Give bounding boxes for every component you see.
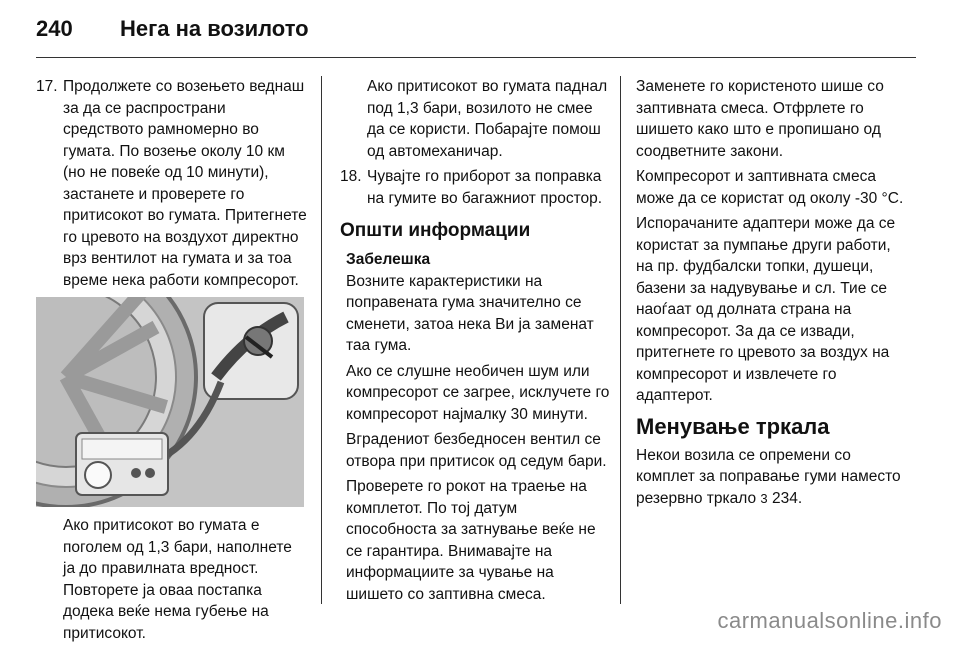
section-heading-general-info: Општи информации [340, 220, 531, 241]
note-block [340, 249, 610, 605]
tire-compressor-illustration [36, 297, 304, 507]
figure-caption: Ако притисокот во гумата е поголем од 1,3 бари, наполнете ја до правилната вредност. Повторете ја оваа постапка додека веќе нема губење на притисокот. [63, 517, 292, 642]
step-text: Чувајте го приборот за поправка на гумите во багажниот простор. [367, 168, 603, 207]
page-reference-icon: 3 [760, 490, 768, 506]
column-divider-1 [321, 76, 322, 604]
column-2 [340, 76, 610, 609]
step-text: Продолжете со возењето веднаш за да се распространи средството рамномерно во гумата. По возење околу 10 км (но не повеќе од 10 минути), застанете и проверете го притисокот во гумата. Притегнете го цревото на воздухот директно врз вентилот на гумата и за тоа време нека работи компресорот. [63, 78, 307, 289]
chapter-title: Нега на возилото [120, 16, 309, 41]
column-1 [36, 76, 308, 648]
step-18 [340, 166, 610, 209]
step-17-continued: Ако притисокот во гумата паднал под 1,3 бари, возилото не смее да се користи. Побарајте помош од автомеханичар. [367, 78, 608, 160]
intro-text: Некои возила се опремени со комплет за поправање гуми наместо резервно тркало [636, 446, 901, 507]
paragraph: Проверете го рокот на траење на комплетот. По тој датум способноста за затнување веќе не се гарантира. Внимавајте на информациите за чување на шишето со заптивна смеса. [346, 478, 596, 603]
note-title: Забелешка [346, 251, 431, 268]
column-3 [636, 76, 908, 513]
header-divider [36, 57, 916, 58]
column-divider-2 [620, 76, 621, 604]
section-heading-changing-wheels: Менување тркала [636, 413, 830, 439]
page-reference-link[interactable]: 234. [771, 489, 803, 507]
watermark: carmanualsonline.info [717, 608, 942, 633]
paragraph: Заменете го користеното шише со заптивната смеса. Отфрлете го шишето како што е пропишано од соодветните закони. [636, 78, 884, 160]
paragraph: Компресорот и заптивната смеса може да се користат од околу -30 °C. [636, 168, 904, 207]
step-17 [36, 76, 308, 291]
paragraph: Возните карактеристики на поправената гума значително се сменети, затоа нека Ви ја заменат таа гума. [346, 272, 594, 354]
page-number: 240 [36, 16, 73, 41]
wheel-and-compressor-image [36, 297, 304, 507]
paragraph: Ако се слушне необичен шум или компресорот се загрее, исклучете го компресорот најмалку 30 минути. [346, 362, 610, 423]
page-header [36, 16, 916, 50]
step-number: 17. [36, 78, 58, 95]
step-number: 18. [340, 168, 362, 185]
paragraph: Вградениот безбедносен вентил се отвора при притисок од седум бари. [346, 431, 607, 470]
paragraph [636, 445, 908, 510]
paragraph: Испорачаните адаптери може да се користат за пумпање други работи, на пр. фудбалски топки, душеци, базени за надувување и сл. Тие се наоѓаат од долната страна на компресорот. За да се извади, притегнете го цревото за воздух на компресорот и извлечете го адаптерот. [636, 215, 896, 404]
